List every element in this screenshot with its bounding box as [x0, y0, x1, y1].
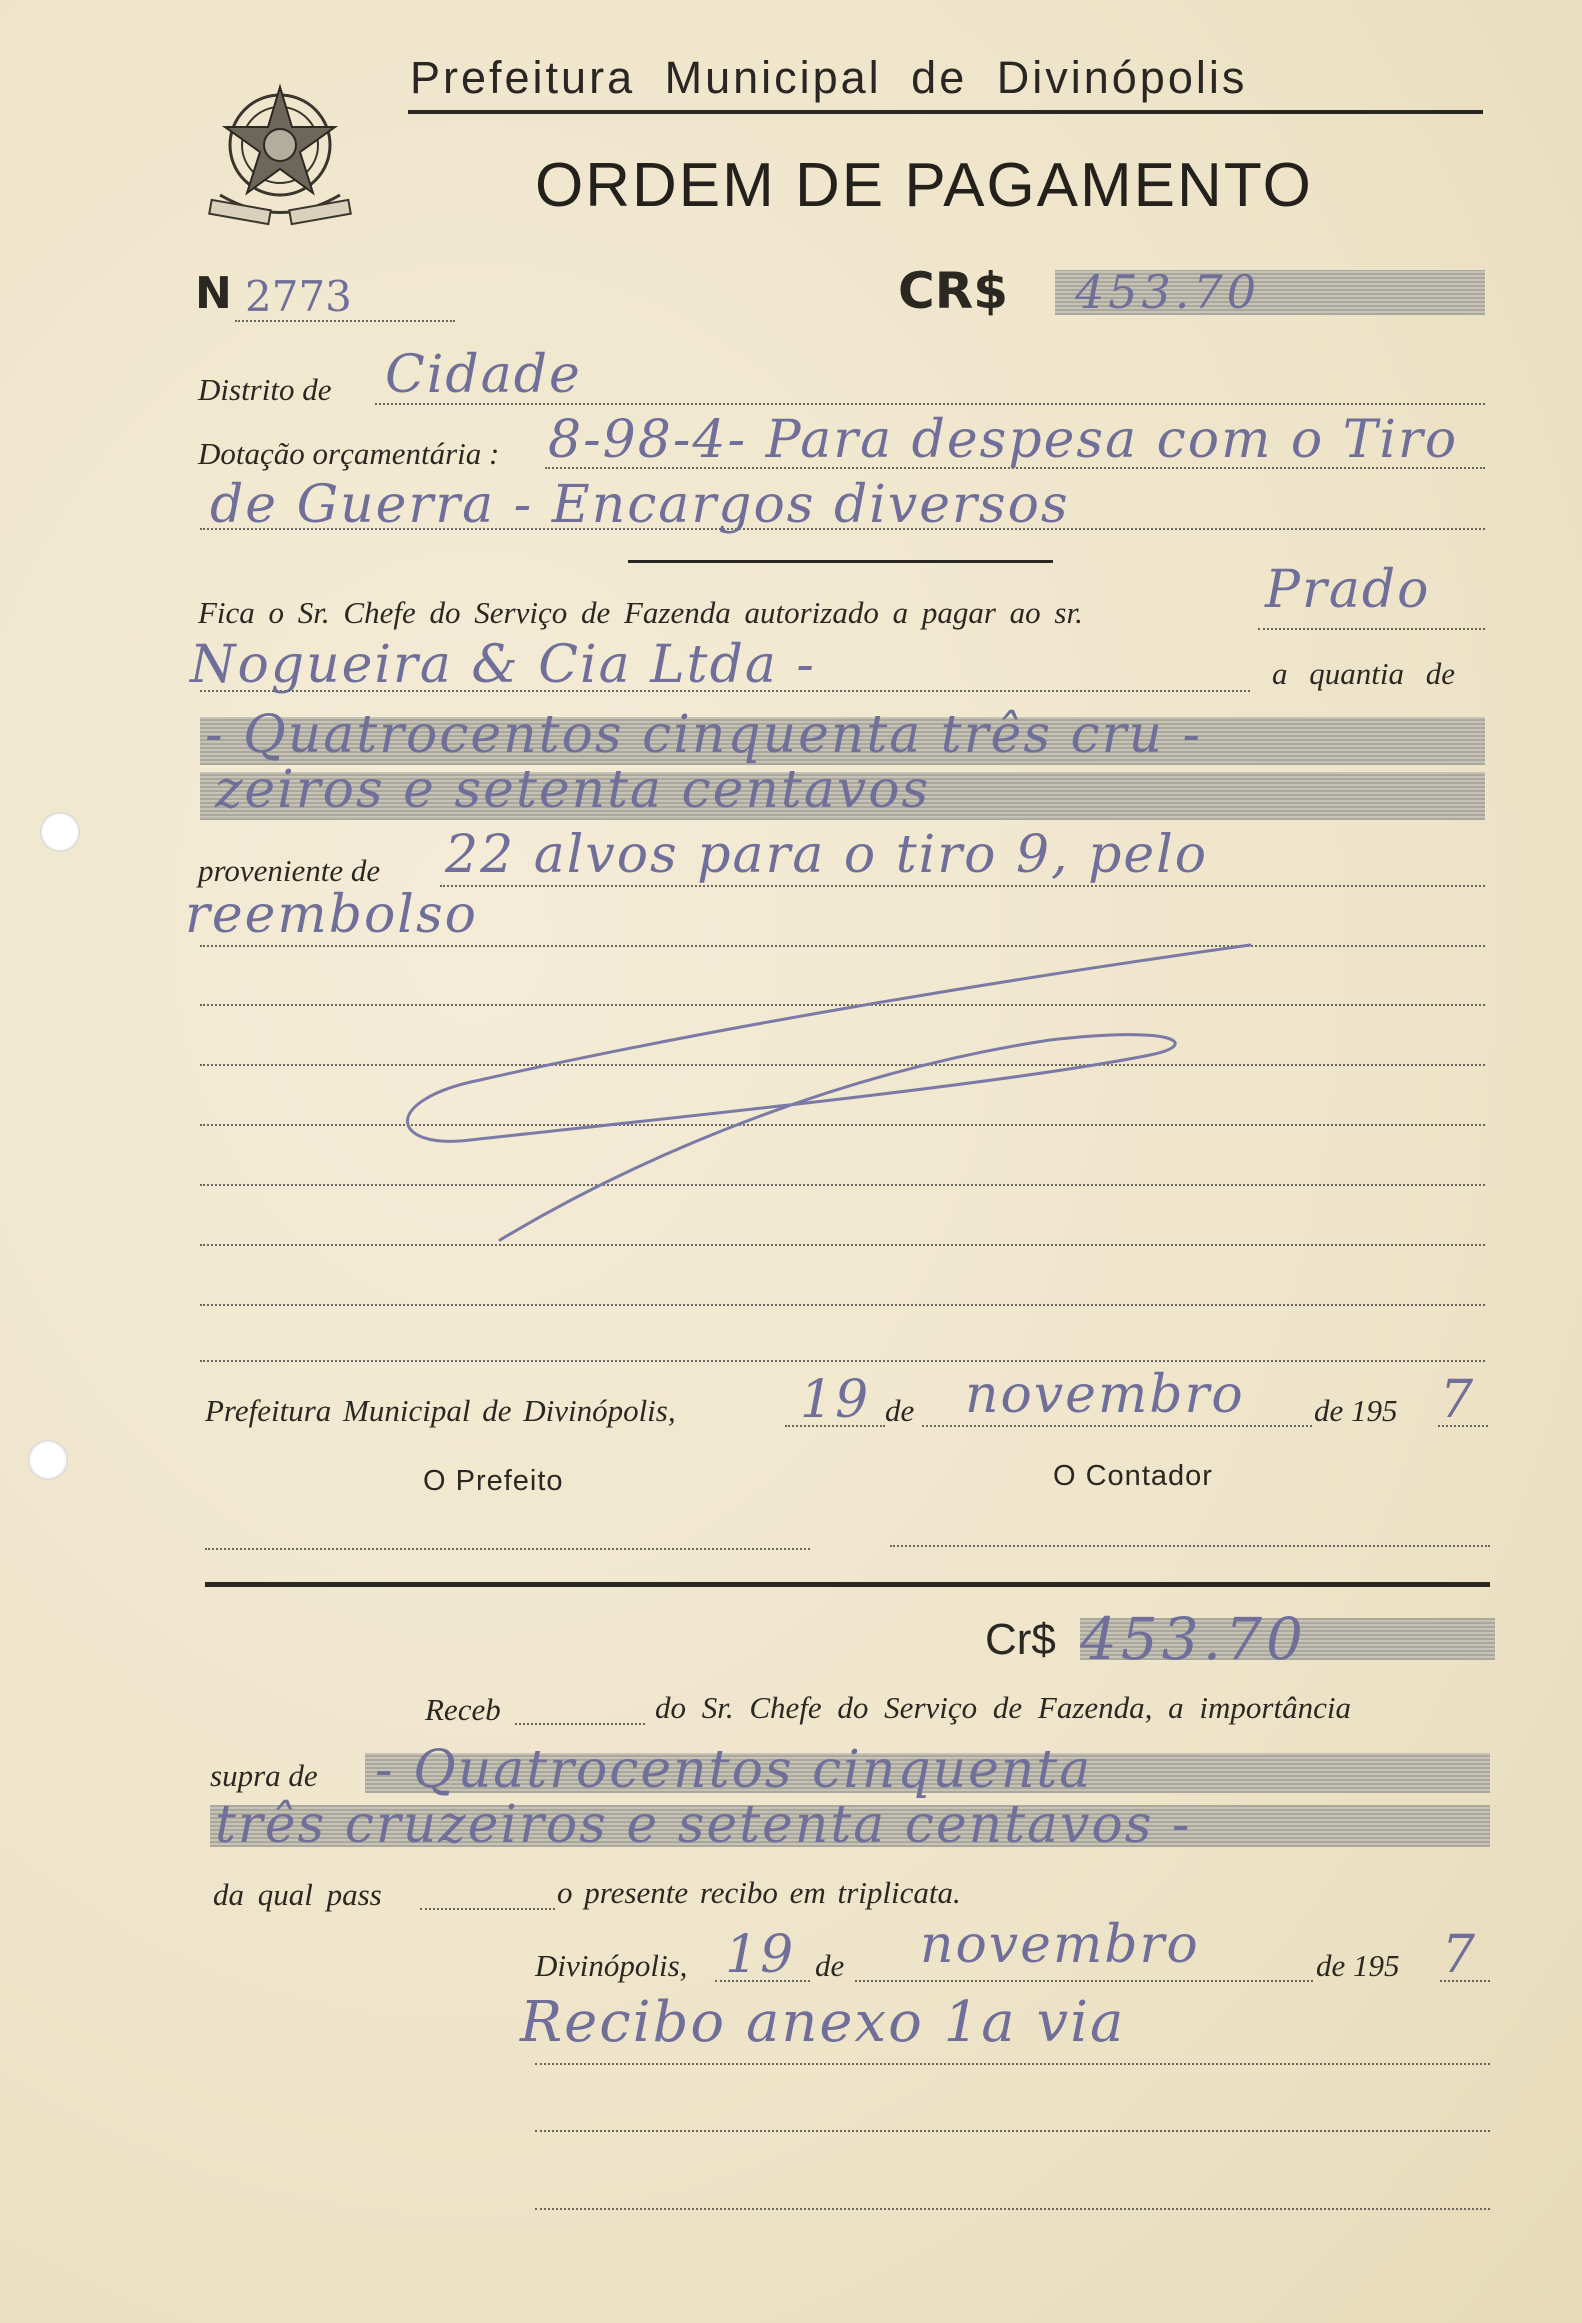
receipt-currency-label: Cr$: [985, 1615, 1056, 1664]
origin-line-2-text: reembolso: [185, 885, 478, 945]
qual-suffix-line: [420, 1908, 555, 1910]
receipt-place: Divinópolis,: [535, 1948, 688, 1983]
year-line: [1438, 1425, 1488, 1427]
supra-label: supra de: [210, 1758, 318, 1793]
district-value: Cidade: [385, 345, 582, 405]
authorize-text: Fica o Sr. Chefe do Serviço de Fazenda autorizado a pagar ao sr.: [198, 595, 1083, 630]
quantity-label: a quantia de: [1272, 656, 1455, 691]
receipt-amount: 453.70: [1080, 1605, 1307, 1673]
receipt-year-line: [1440, 1980, 1490, 1982]
receipt-words-line-2: três cruzeiros e setenta centavos -: [215, 1795, 1192, 1855]
currency-label: CR$: [898, 262, 1008, 320]
payee-line-1-text: Prado: [1265, 560, 1431, 620]
recibo-text: o presente recibo em triplicata.: [557, 1875, 961, 1910]
receipt-signature-line: [535, 2063, 1490, 2065]
mayor-label: O Prefeito: [423, 1465, 564, 1497]
received-from-text: do Sr. Chefe do Serviço de Fazenda, a importância: [655, 1690, 1351, 1725]
budget-line-1-text: 8-98-4- Para despesa com o Tiro: [548, 410, 1459, 470]
receipt-de-1: de: [815, 1948, 845, 1983]
payee-line-2-text: Nogueira & Cia Ltda -: [190, 635, 816, 695]
origin-label: proveniente de: [198, 853, 381, 888]
qual-label: da qual pass: [213, 1877, 382, 1912]
receipt-note: Recibo anexo 1a via: [520, 1990, 1126, 2055]
signature-year-digit: 7: [1440, 1370, 1476, 1430]
accountant-signature-line: [890, 1545, 1490, 1547]
signature-de-2: de 195: [1314, 1393, 1398, 1428]
receipt-de-2: de 195: [1316, 1948, 1400, 1983]
amount-words-line-1: - Quatrocentos cinquenta três cru -: [205, 705, 1203, 765]
signature-day: 19: [800, 1370, 871, 1430]
received-suffix-line: [515, 1723, 645, 1725]
month-line: [922, 1425, 1312, 1427]
receipt-month: novembro: [920, 1915, 1200, 1975]
receipt-signature-line: [535, 2130, 1490, 2132]
receipt-year-digit: 7: [1442, 1925, 1478, 1985]
signature-month: novembro: [965, 1365, 1245, 1425]
district-label: Distrito de: [198, 372, 332, 407]
receipt-signature-line: [535, 2208, 1490, 2210]
signature-place: Prefeitura Municipal de Divinópolis,: [205, 1393, 676, 1428]
receipt-words-line-1: - Quatrocentos cinquenta: [375, 1740, 1093, 1800]
amount-words-line-2: zeiros e setenta centavos: [215, 760, 931, 820]
municipality-header: Prefeitura Municipal de Divinópolis: [410, 52, 1248, 103]
form-title: ORDEM DE PAGAMENTO: [535, 151, 1313, 220]
receipt-divider: [205, 1582, 1490, 1587]
budget-label: Dotação orçamentária :: [198, 436, 500, 471]
budget-line-2-text: de Guerra - Encargos diversos: [210, 475, 1070, 535]
order-amount: 453.70: [1075, 265, 1260, 319]
accountant-label: O Contador: [1053, 1460, 1213, 1492]
received-label: Receb: [425, 1692, 501, 1727]
signature-de-1: de: [885, 1393, 915, 1428]
number-label: N: [195, 268, 232, 319]
order-number: 2773: [245, 272, 352, 321]
origin-line-1-text: 22 alvos para o tiro 9, pelo: [445, 825, 1209, 885]
receipt-day: 19: [725, 1925, 796, 1985]
mayor-signature-line: [205, 1548, 810, 1550]
receipt-month-line: [855, 1980, 1313, 1982]
